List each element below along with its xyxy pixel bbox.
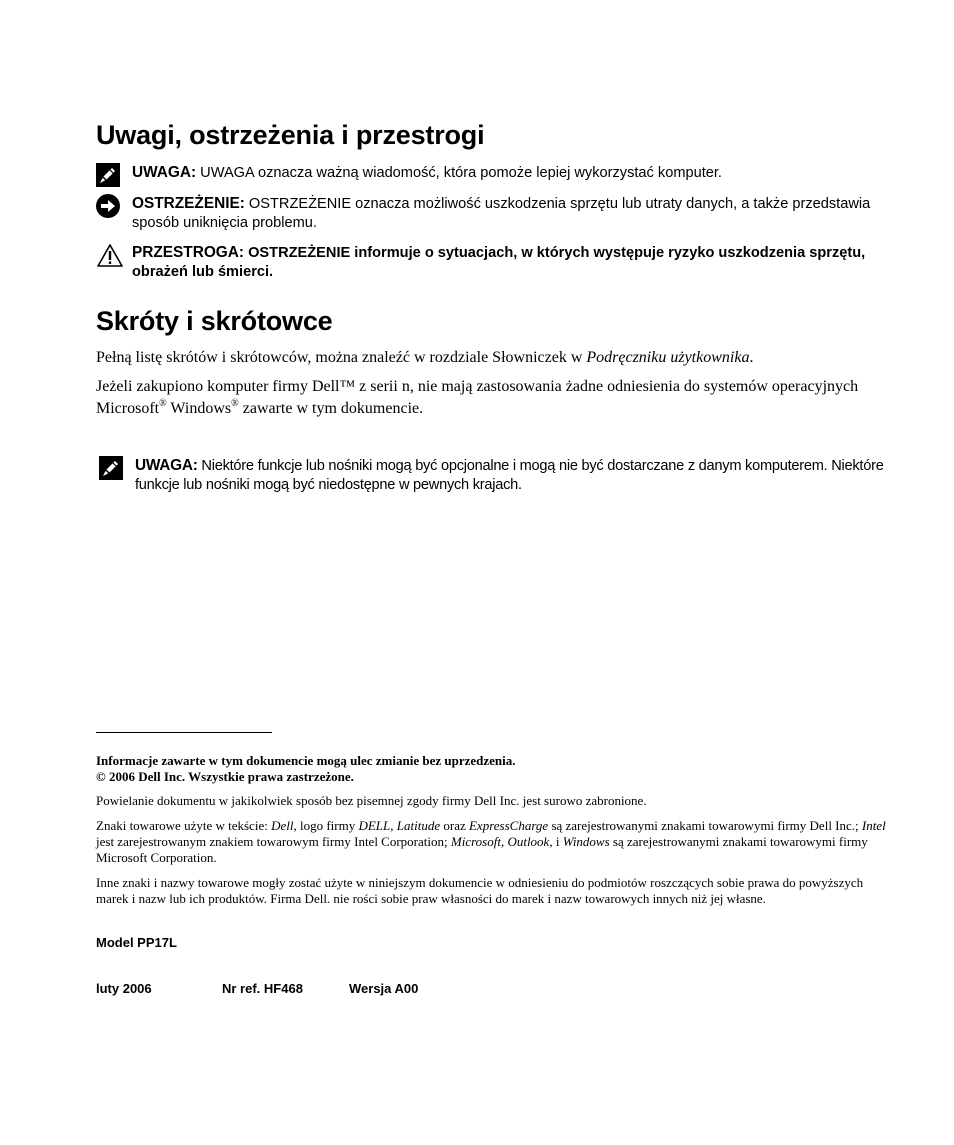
tm-microsoft-outlook: Microsoft, Outlook, (450, 834, 553, 849)
caution-triangle-icon (96, 243, 122, 269)
note-block-optional (99, 456, 899, 495)
tm-windows: Windows (562, 834, 610, 849)
users-guide-link: Podręczniku użytkownika (586, 349, 750, 366)
tm-dell: Dell (271, 818, 294, 833)
notice-block (96, 194, 896, 233)
caution-block (96, 243, 896, 282)
caution-label: PRZESTROGA: (132, 244, 245, 261)
tm-expresscharge: ExpressCharge (468, 818, 549, 833)
footer-notice (96, 753, 516, 785)
footer-trademarks (96, 818, 892, 866)
footer-change-notice: Informacje zawarte w tym dokumencie mogą ulec zmianie bez uprzedzenia. (96, 753, 516, 768)
abbreviations-paragraph (96, 347, 896, 369)
section-heading-notes: Uwagi, ostrzeżenia i przestrogi (96, 120, 485, 150)
note-label: UWAGA: (132, 164, 197, 181)
version-number: Wersja A00 (349, 981, 419, 996)
note2-label: UWAGA: (135, 457, 198, 474)
abbreviations-period: . (749, 349, 754, 366)
tm-text: , logo firmy (293, 818, 359, 833)
registered-mark: ® (231, 398, 239, 409)
note2-text: Niektóre funkcje lub nośniki mogą być opcjonalne i mogą nie być dostarczane z danym komputerem. Niektóre funkcje lub nośniki mogą być niedostępne w pewnych krajach. (135, 458, 884, 493)
tm-text: oraz (440, 818, 469, 833)
tm-text: i (552, 834, 563, 849)
tm-text: jest zarejestrowanym znakiem towarowym firmy Intel Corporation; (96, 834, 451, 849)
notice-label: OSTRZEŻENIE: (132, 195, 245, 212)
tm-latitude: Latitude (396, 818, 441, 833)
caution-text: OSTRZEŻENIE informuje o sytuacjach, w których występuje ryzyko uszkodzenia sprzętu, obrażeń lub śmierci. (132, 245, 866, 280)
notice-arrow-icon (96, 194, 122, 220)
note-block (96, 163, 896, 183)
section-heading-abbreviations: Skróty i skrótowce (96, 306, 333, 336)
note-text: UWAGA oznacza ważną wiadomość, która pomoże lepiej wykorzystać komputer. (196, 165, 722, 181)
n-series-text-b: Windows (166, 400, 232, 417)
reference-number: Nr ref. HF468 (222, 981, 303, 996)
abbreviations-text: Pełną listę skrótów i skrótowców, można znaleźć w rozdziale Słowniczek w (96, 349, 587, 366)
notice-text: OSTRZEŻENIE oznacza możliwość uszkodzenia sprzętu lub utraty danych, a także przedstawia sposób uniknięcia problemu. (132, 196, 871, 231)
tm-text: Znaki towarowe użyte w tekście: (96, 818, 272, 833)
release-date: luty 2006 (96, 981, 152, 996)
n-series-text-c: zawarte w tym dokumencie. (238, 400, 424, 417)
tm-intel: Intel (861, 818, 886, 833)
registered-mark: ® (159, 398, 167, 409)
footer-divider (96, 732, 272, 733)
footer-copyright: © 2006 Dell Inc. Wszystkie prawa zastrzeżone. (96, 769, 354, 784)
tm-text: są zarejestrowanymi znakami towarowymi firmy Dell Inc.; (548, 818, 862, 833)
footer-reproduction: Powielanie dokumentu w jakikolwiek sposób bez pisemnej zgody firmy Dell Inc. jest surowo zabronione. (96, 793, 647, 808)
tm-dell-logo: DELL (358, 818, 391, 833)
note-pencil-icon (99, 456, 125, 482)
model-number: Model PP17L (96, 935, 177, 950)
n-series-paragraph (96, 376, 896, 420)
n-series-text-a: Jeżeli zakupiono komputer firmy Dell™ z serii n, nie mają zastosowania żadne odniesienia do systemów operacyjnych Microsoft (96, 378, 859, 417)
tm-text: , (390, 818, 397, 833)
tm-text: są zarejestrowanymi znakami towarowymi firmy Microsoft Corporation. (96, 834, 868, 865)
footer-other-marks: Inne znaki i nazwy towarowe mogły zostać użyte w niniejszym dokumencie w odniesieniu do podmiotów roszczących sobie prawa do powyższych marek i nazw lub ich produktów. Firma Dell. nie rości sobie praw własności do marek i nazw towarowych innych niż jej własne. (96, 875, 864, 906)
note-pencil-icon (96, 163, 122, 189)
